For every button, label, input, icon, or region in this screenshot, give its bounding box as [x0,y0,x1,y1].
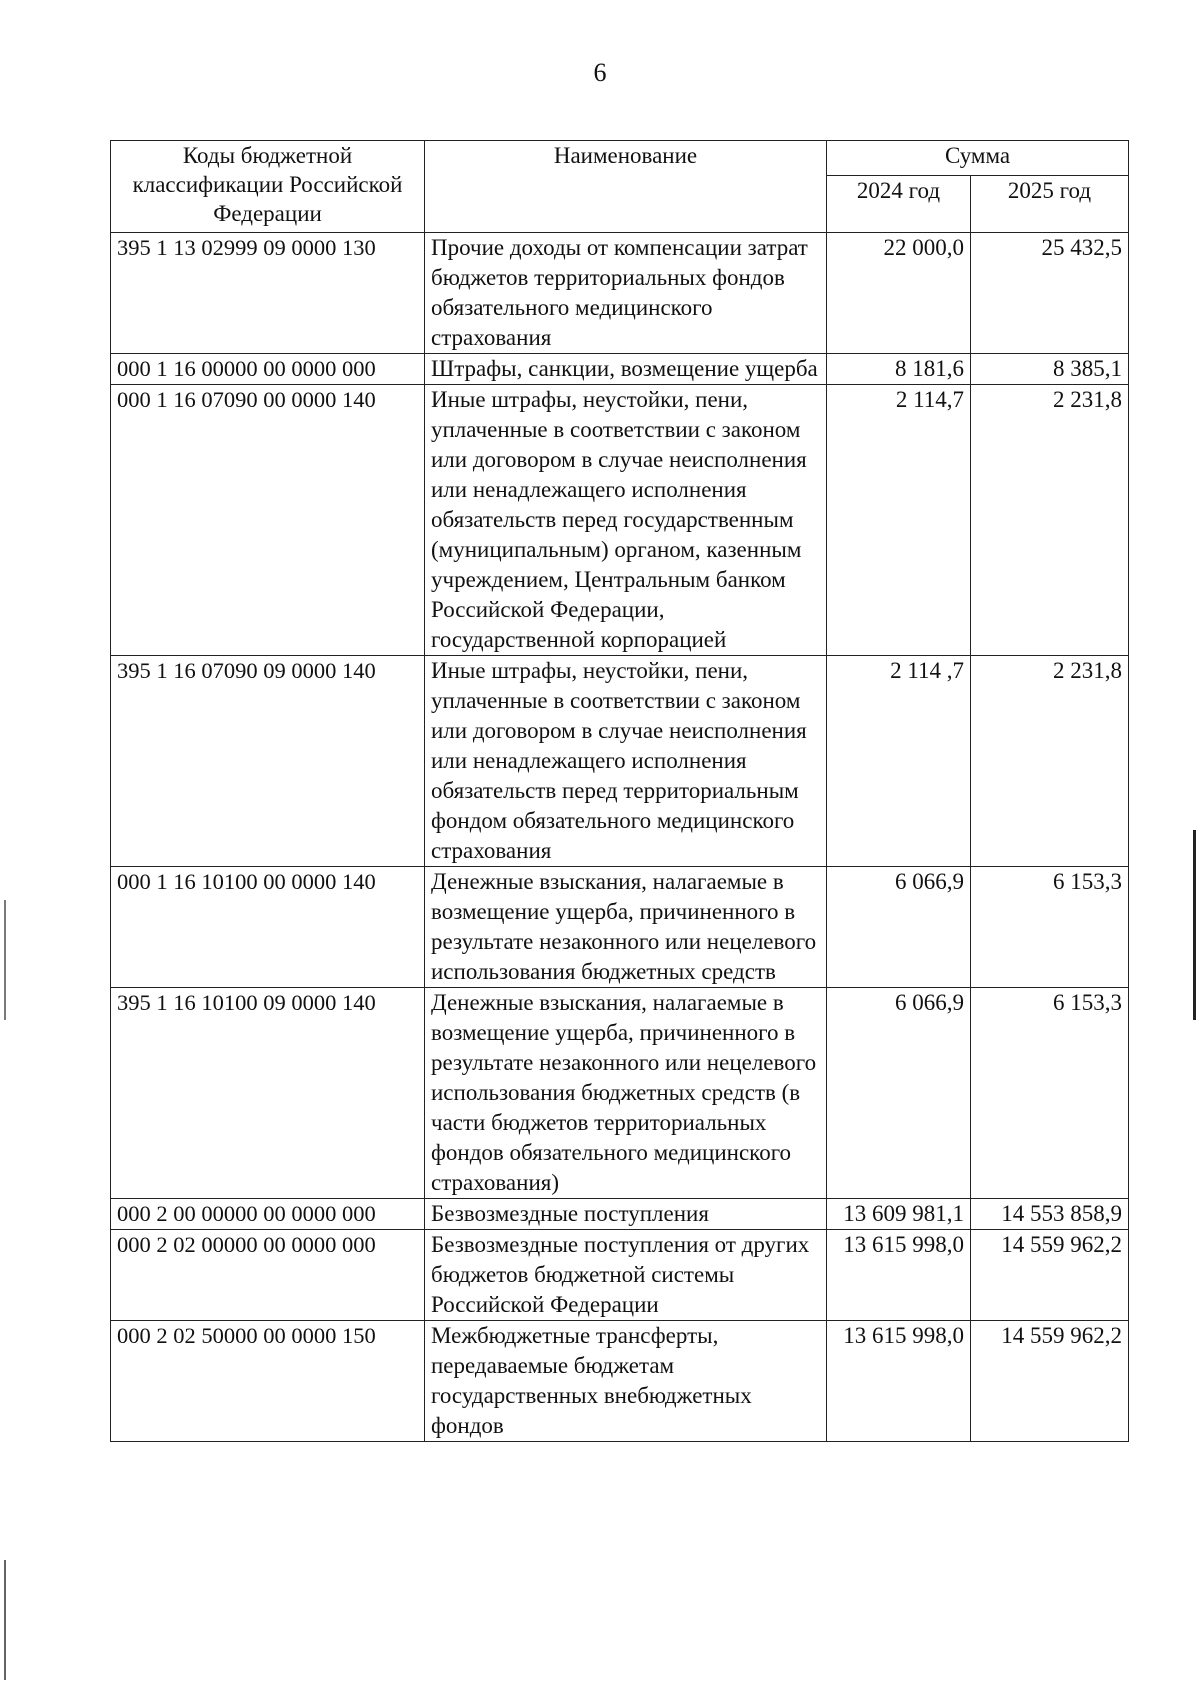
row-sum-2025: 8 385,1 [971,354,1129,385]
header-year-2024: 2024 год [827,176,971,233]
table-row [111,656,1129,867]
row-sum-2024: 6 066,9 [827,988,971,1199]
page-number: 6 [593,58,607,87]
row-sum-2024: 2 114 ,7 [827,656,971,867]
row-name: Денежные взыскания, налагаемые в возмещение ущерба, причиненного в результате незаконного или нецелевого использования бюджетных средств (в части бюджетов территориальных фондов обязательного медицинского страхования) [425,988,827,1199]
row-name: Штрафы, санкции, возмещение ущерба [425,354,827,385]
table-row [111,385,1129,656]
table-row [111,1199,1129,1230]
row-sum-2025: 2 231,8 [971,656,1129,867]
row-code: 395 1 13 02999 09 0000 130 [111,233,425,354]
row-sum-2025: 14 559 962,2 [971,1230,1129,1321]
row-sum-2025: 6 153,3 [971,988,1129,1199]
row-code: 395 1 16 10100 09 0000 140 [111,988,425,1199]
budget-revenue-table [110,140,1129,1442]
table-row [111,988,1129,1199]
row-sum-2024: 13 615 998,0 [827,1230,971,1321]
scan-artifact-line [4,900,6,1020]
row-name: Межбюджетные трансферты, передаваемые бюджетам государственных внебюджетных фондов [425,1321,827,1442]
row-sum-2025: 25 432,5 [971,233,1129,354]
header-year-2025: 2025 год [971,176,1129,233]
table-row [111,233,1129,354]
table-row [111,1321,1129,1442]
header-sum: Сумма [827,141,1129,176]
row-sum-2025: 14 553 858,9 [971,1199,1129,1230]
scan-artifact-line [1193,830,1196,1020]
header-code: Коды бюджетной классификации Российской Федерации [111,141,425,233]
row-sum-2024: 22 000,0 [827,233,971,354]
table-row [111,1230,1129,1321]
table-row [111,354,1129,385]
row-sum-2024: 2 114,7 [827,385,971,656]
row-code: 000 2 02 50000 00 0000 150 [111,1321,425,1442]
header-name: Наименование [425,141,827,233]
row-sum-2024: 8 181,6 [827,354,971,385]
row-sum-2025: 2 231,8 [971,385,1129,656]
table-row [111,867,1129,988]
row-name: Иные штрафы, неустойки, пени, уплаченные в соответствии с законом или договором в случае неисполнения или ненадлежащего исполнения обязательств перед государственным (муниципальным) органом, казенным учреждением, Центральным банком Российской Федерации, государственной корпорацией [425,385,827,656]
row-name: Иные штрафы, неустойки, пени, уплаченные в соответствии с законом или договором в случае неисполнения или ненадлежащего исполнения обязательств перед территориальным фондом обязательного медицинского страхования [425,656,827,867]
row-sum-2025: 14 559 962,2 [971,1321,1129,1442]
row-code: 000 1 16 00000 00 0000 000 [111,354,425,385]
row-code: 000 2 02 00000 00 0000 000 [111,1230,425,1321]
row-sum-2024: 13 609 981,1 [827,1199,971,1230]
row-code: 395 1 16 07090 09 0000 140 [111,656,425,867]
row-code: 000 1 16 10100 00 0000 140 [111,867,425,988]
row-code: 000 2 00 00000 00 0000 000 [111,1199,425,1230]
row-name: Прочие доходы от компенсации затрат бюджетов территориальных фондов обязательного медицинского страхования [425,233,827,354]
row-name: Денежные взыскания, налагаемые в возмещение ущерба, причиненного в результате незаконного или нецелевого использования бюджетных средств [425,867,827,988]
row-code: 000 1 16 07090 00 0000 140 [111,385,425,656]
row-name: Безвозмездные поступления [425,1199,827,1230]
scan-artifact-line [4,1560,6,1680]
row-name: Безвозмездные поступления от других бюджетов бюджетной системы Российской Федерации [425,1230,827,1321]
row-sum-2025: 6 153,3 [971,867,1129,988]
row-sum-2024: 6 066,9 [827,867,971,988]
row-sum-2024: 13 615 998,0 [827,1321,971,1442]
